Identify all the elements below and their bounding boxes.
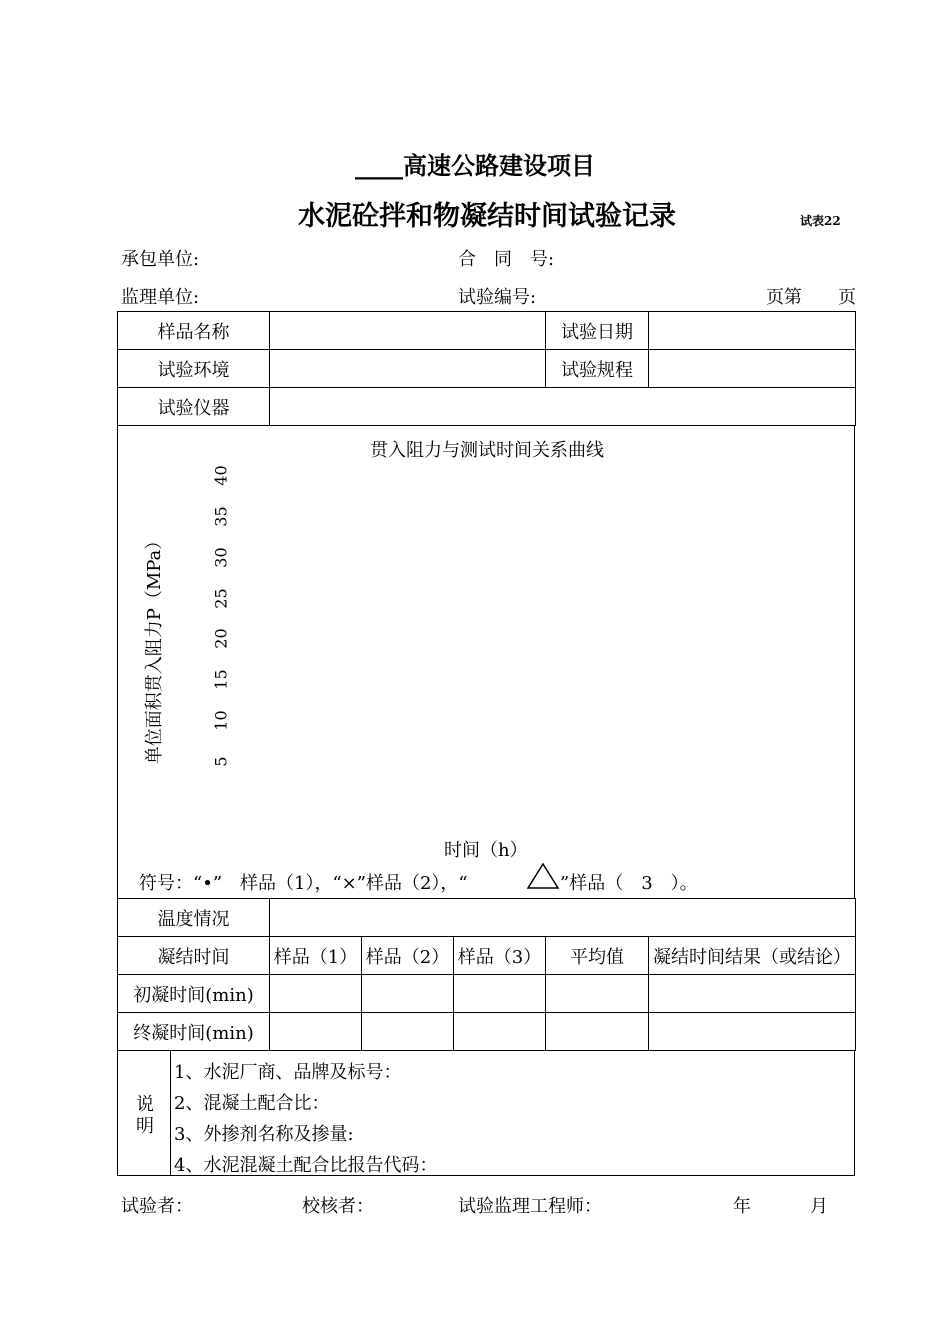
initial-set-sample2[interactable] [362, 975, 454, 1013]
sample-name-label: 样品名称 [118, 312, 270, 350]
form-code: 试表22 [800, 214, 841, 228]
test-environment-value[interactable] [270, 350, 546, 388]
note-item-2: 2、混凝土配合比： [174, 1093, 330, 1114]
average-header: 平均值 [546, 937, 649, 975]
initial-set-conclusion[interactable] [649, 975, 856, 1013]
y-tick-label: 5 [211, 756, 231, 767]
final-set-sample3[interactable] [454, 1013, 546, 1051]
supervising-engineer-label: 试验监理工程师： [458, 1196, 602, 1217]
test-instrument-value[interactable] [270, 388, 856, 426]
final-set-sample2[interactable] [362, 1013, 454, 1051]
notes-divider [170, 1050, 171, 1176]
y-tick-label: 20 [211, 628, 231, 650]
sample2-header: 样品（2） [362, 937, 454, 975]
note-item-1: 1、水泥厂商、品牌及标号： [174, 1062, 402, 1083]
chart-y-ticks [206, 450, 240, 780]
note-item-3: 3、外掺剂名称及掺量: [174, 1124, 354, 1145]
contract-no-label: 合 同 号: [458, 249, 555, 270]
test-procedure-label: 试验规程 [546, 350, 649, 388]
sample1-header: 样品（1） [270, 937, 362, 975]
final-set-conclusion[interactable] [649, 1013, 856, 1051]
setting-time-label: 凝结时间 [118, 937, 270, 975]
checker-label: 校核者： [302, 1196, 374, 1217]
y-tick-label: 10 [211, 710, 231, 731]
temperature-value[interactable] [270, 899, 856, 937]
notes-label: 说明 [136, 1094, 154, 1137]
final-set-label: 终凝时间(min) [118, 1013, 270, 1051]
triangle-icon [526, 862, 560, 890]
initial-set-average[interactable] [546, 975, 649, 1013]
legend-suffix: ”样品（ 3 ）。 [560, 873, 698, 894]
test-no-label: 试验编号: [458, 287, 537, 308]
chart-title: 贯入阻力与测试时间关系曲线 [370, 440, 604, 461]
chart-y-axis-label: 单位面积贯入阻力P（MPa） [144, 531, 165, 765]
year-label: 年 [733, 1196, 751, 1217]
sample-info-table [117, 311, 856, 426]
tester-label: 试验者： [121, 1196, 193, 1217]
temperature-label: 温度情况 [118, 899, 270, 937]
test-date-value[interactable] [649, 312, 856, 350]
results-table [117, 898, 856, 1051]
project-title: ____高速公路建设项目 [355, 151, 595, 180]
test-procedure-value[interactable] [649, 350, 856, 388]
initial-set-sample1[interactable] [270, 975, 362, 1013]
test-environment-label: 试验环境 [118, 350, 270, 388]
page-label: 页第 页 [766, 287, 856, 308]
legend-prefix: 符号：“•” 样品（1），“×”样品（2），“ [139, 873, 468, 894]
y-tick-label: 35 [211, 506, 231, 527]
test-date-label: 试验日期 [546, 312, 649, 350]
month-label: 月 [810, 1196, 828, 1217]
conclusion-header: 凝结时间结果（或结论） [649, 937, 856, 975]
initial-set-label: 初凝时间(min) [118, 975, 270, 1013]
y-tick-label: 15 [211, 669, 231, 690]
contractor-label: 承包单位: [121, 249, 200, 270]
sample3-header: 样品（3） [454, 937, 546, 975]
final-set-average[interactable] [546, 1013, 649, 1051]
test-instrument-label: 试验仪器 [118, 388, 270, 426]
chart-x-axis-label: 时间（h） [444, 840, 528, 861]
y-tick-label: 40 [211, 465, 231, 486]
y-tick-label: 30 [211, 547, 231, 568]
supervisor-label: 监理单位: [121, 287, 200, 308]
note-item-4: 4、水泥混凝土配合比报告代码： [174, 1155, 438, 1176]
initial-set-sample3[interactable] [454, 975, 546, 1013]
sample-name-value[interactable] [270, 312, 546, 350]
final-set-sample1[interactable] [270, 1013, 362, 1051]
record-title: 水泥砼拌和物凝结时间试验记录 [298, 201, 676, 232]
y-tick-label: 25 [211, 587, 231, 609]
